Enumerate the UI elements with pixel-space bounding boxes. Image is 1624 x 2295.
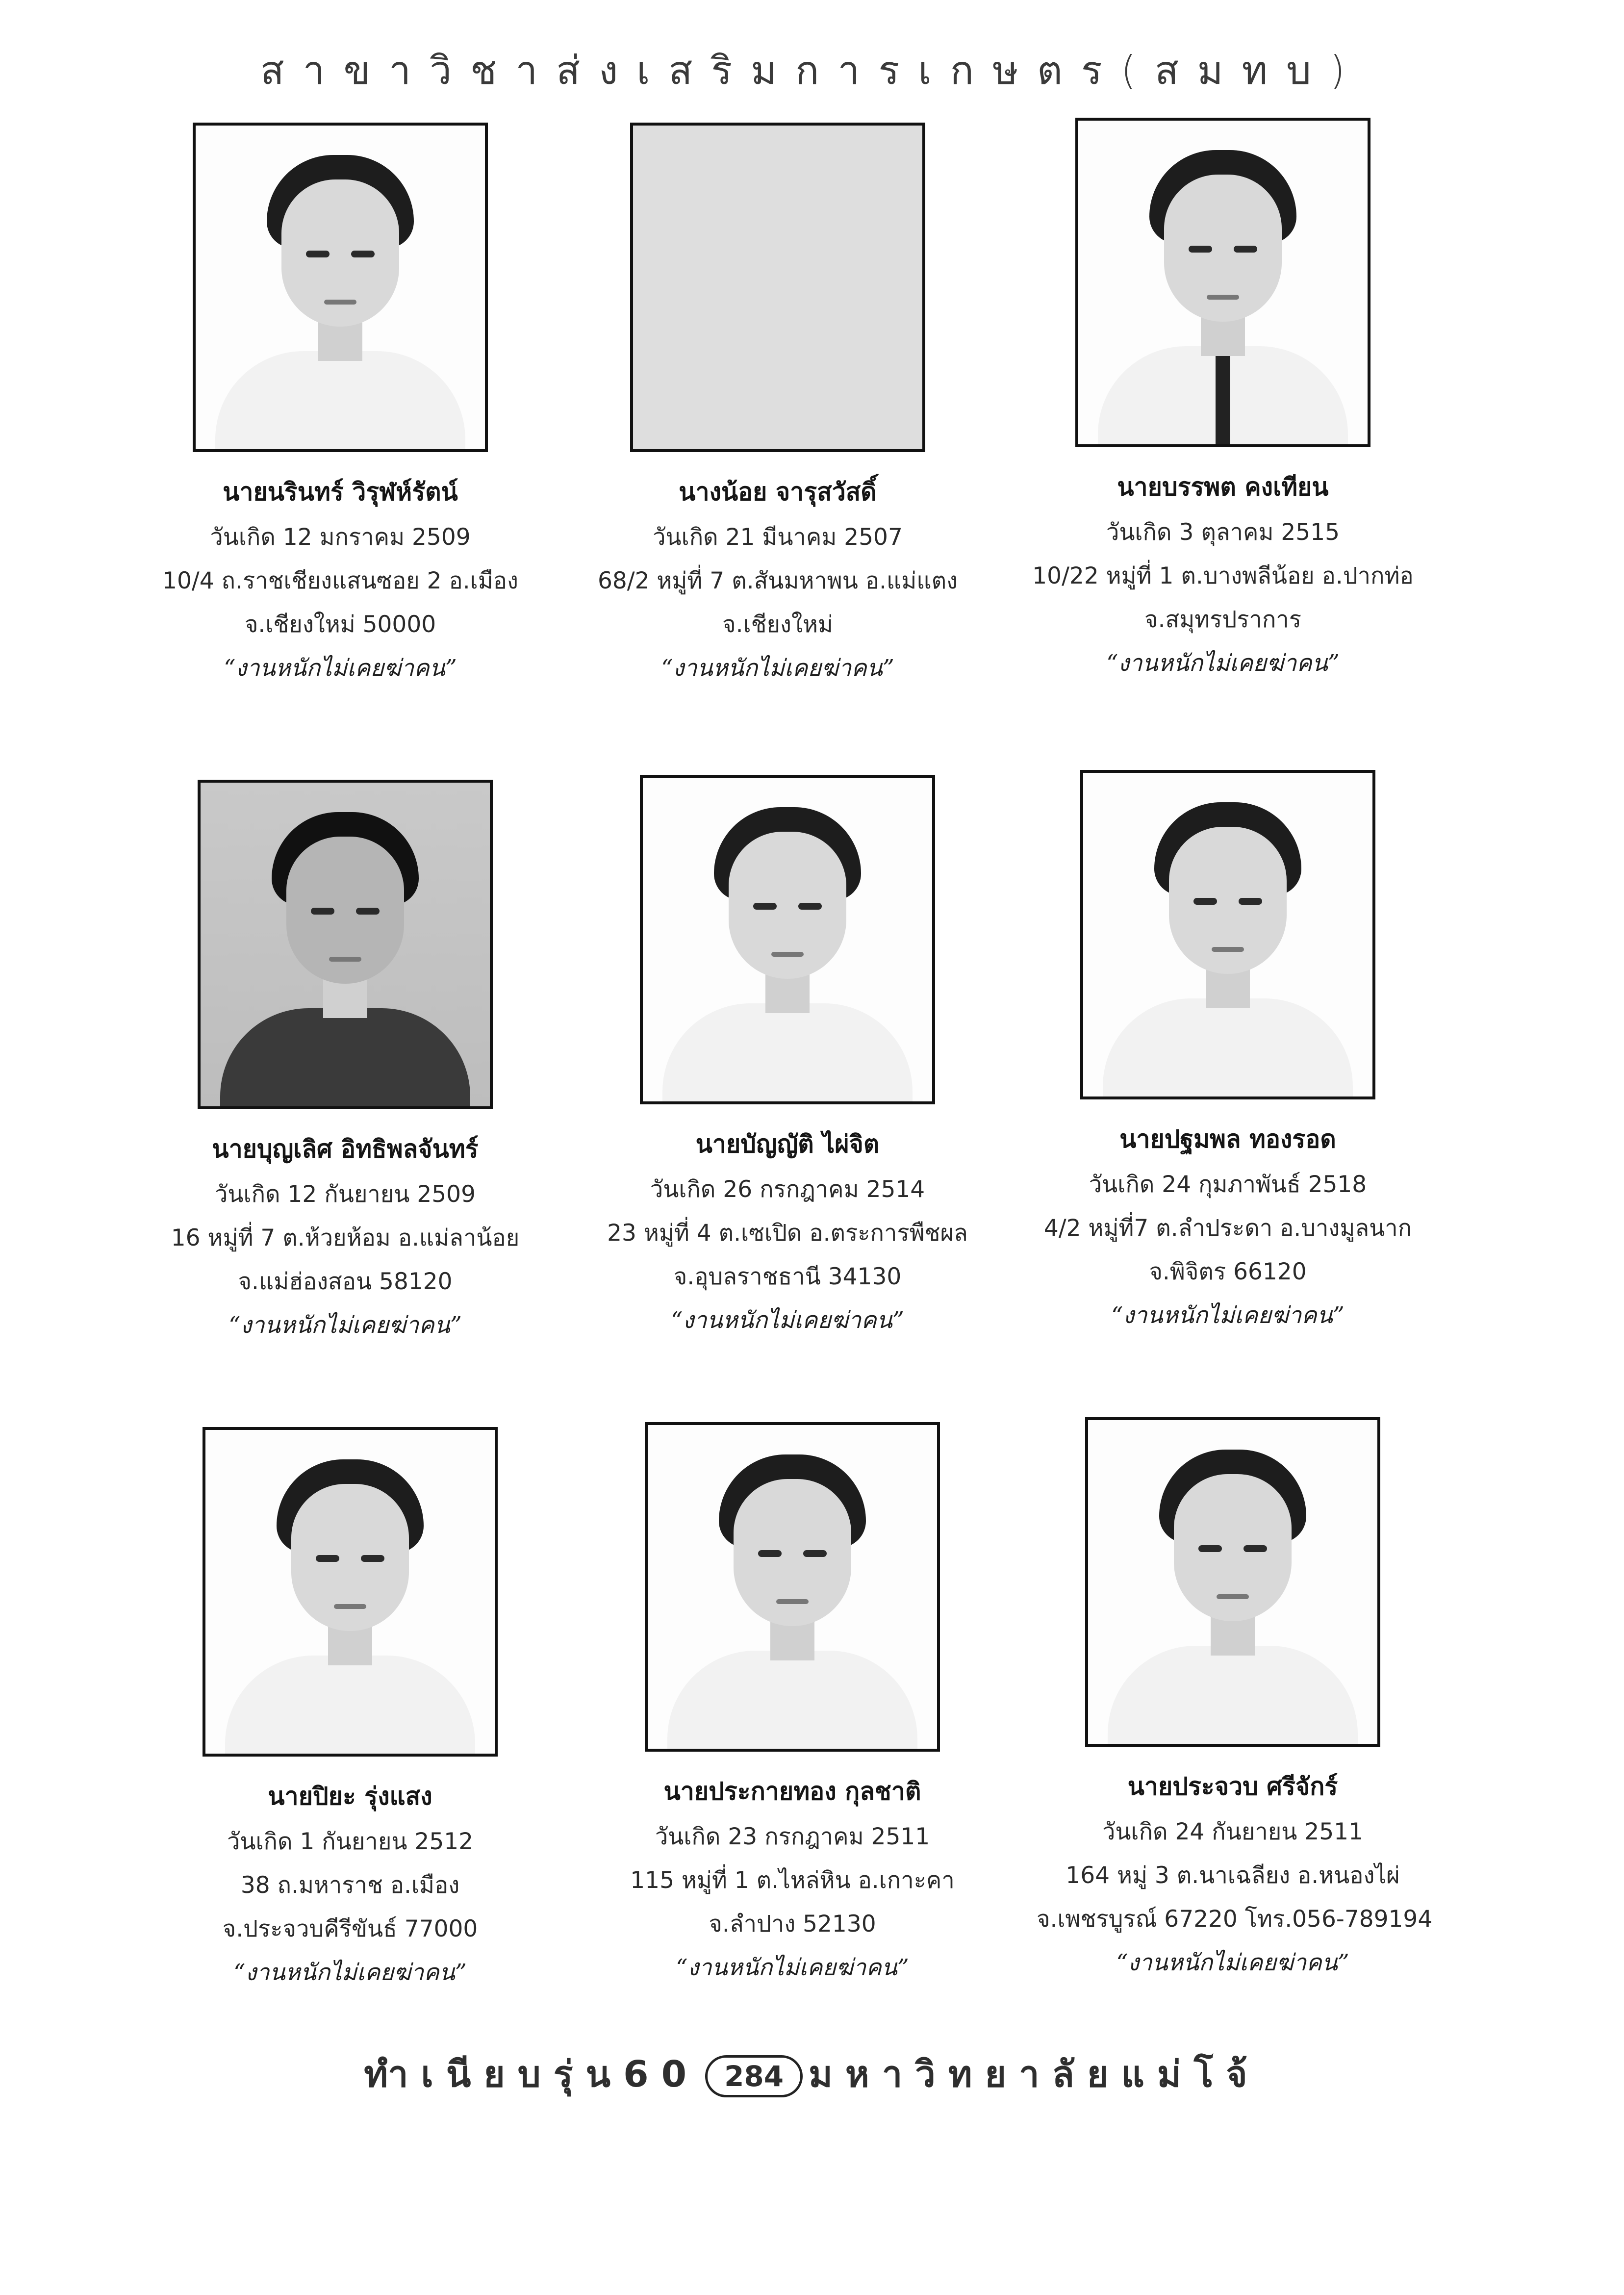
person-motto: “งานหนักไม่เคยฆ่าคน” xyxy=(671,1307,904,1334)
person-name: นางน้อย จารุสวัสดิ์ xyxy=(679,478,877,506)
person-province: จ.สมุทรปราการ xyxy=(1144,606,1301,633)
person-address: 10/22 หมู่ที่ 1 ต.บางพลีน้อย อ.ปากท่อ xyxy=(1032,562,1414,589)
person-birthdate: วันเกิด 24 กันยายน 2511 xyxy=(1102,1818,1363,1845)
person-name: นายประจวบ ศรีจักร์ xyxy=(1127,1772,1338,1801)
person-name: นายบัญญัติ ไผ่จิต xyxy=(695,1130,880,1158)
person-province: จ.แม่ฮ่องสอน 58120 xyxy=(238,1268,453,1295)
person-name: นายบุญเลิศ อิทธิพลจันทร์ xyxy=(212,1135,479,1163)
page-number: 284 xyxy=(705,2055,803,2097)
person-card xyxy=(1032,770,1424,1333)
person-province: จ.เพชรบูรณ์ 67220 โทร.056-789194 xyxy=(1037,1906,1433,1933)
person-card xyxy=(591,775,984,1338)
person-name: นายปฐมพล ทองรอด xyxy=(1119,1125,1336,1153)
person-card xyxy=(154,1427,546,1990)
person-motto: “งานหนักไม่เคยฆ่าคน” xyxy=(661,655,894,682)
person-name: นายประกายทอง กุลชาติ xyxy=(663,1777,921,1806)
person-address: 23 หมู่ที่ 4 ต.เซเปิด อ.ตระการพืชผล xyxy=(607,1220,968,1247)
person-motto: “งานหนักไม่เคยฆ่าคน” xyxy=(233,1959,467,1986)
page-footer xyxy=(0,2045,1624,2103)
footer-book-title: ทำเนียบรุ่น60 xyxy=(364,2053,700,2095)
person-birthdate: วันเกิด 24 กุมภาพันธ์ 2518 xyxy=(1089,1171,1367,1198)
person-card xyxy=(596,1422,989,1986)
person-photo xyxy=(645,1422,940,1752)
person-province: จ.ประจวบคีรีขันธ์ 77000 xyxy=(222,1915,478,1942)
person-motto: “งานหนักไม่เคยฆ่าคน” xyxy=(676,1954,909,1981)
footer-university: มหาวิทยาลัยแม่โจ้ xyxy=(809,2053,1260,2095)
person-motto: “งานหนักไม่เคยฆ่าคน” xyxy=(228,1312,462,1339)
person-card xyxy=(149,780,541,1343)
person-motto: “งานหนักไม่เคยฆ่าคน” xyxy=(1116,1949,1349,1976)
person-photo xyxy=(640,775,935,1104)
person-card xyxy=(1027,118,1419,681)
person-province: จ.เชียงใหม่ xyxy=(722,611,833,638)
person-motto: “งานหนักไม่เคยฆ่าคน” xyxy=(1106,650,1340,677)
person-card xyxy=(582,123,974,686)
person-province: จ.เชียงใหม่ 50000 xyxy=(244,611,436,638)
person-birthdate: วันเกิด 1 กันยายน 2512 xyxy=(227,1828,474,1855)
person-photo xyxy=(1085,1417,1380,1747)
person-photo xyxy=(193,123,488,452)
person-address: 10/4 ถ.ราชเชียงแสนซอย 2 อ.เมือง xyxy=(162,567,518,594)
person-birthdate: วันเกิด 21 มีนาคม 2507 xyxy=(653,524,903,551)
person-motto: “งานหนักไม่เคยฆ่าคน” xyxy=(1111,1302,1345,1329)
person-birthdate: วันเกิด 12 กันยายน 2509 xyxy=(215,1181,476,1208)
person-birthdate: วันเกิด 12 มกราคม 2509 xyxy=(210,524,471,551)
person-photo xyxy=(203,1427,498,1757)
person-card xyxy=(1037,1417,1433,1981)
person-birthdate: วันเกิด 3 ตุลาคม 2515 xyxy=(1106,519,1340,546)
page-title: สาขาวิชาส่งเสริมการเกษตร(สมทบ) xyxy=(260,48,1364,93)
person-address: 115 หมู่ที่ 1 ต.ไหล่หิน อ.เกาะคา xyxy=(630,1867,955,1894)
person-address: 16 หมู่ที่ 7 ต.ห้วยห้อม อ.แม่ลาน้อย xyxy=(171,1224,520,1251)
person-address: 164 หมู่ 3 ต.นาเฉลียง อ.หนองไผ่ xyxy=(1066,1862,1400,1889)
person-motto: “งานหนักไม่เคยฆ่าคน” xyxy=(224,655,457,682)
person-province: จ.อุบลราชธานี 34130 xyxy=(673,1263,902,1290)
person-card xyxy=(144,123,536,686)
person-address: 68/2 หมู่ที่ 7 ต.สันมหาพน อ.แม่แตง xyxy=(597,567,958,594)
person-photo xyxy=(198,780,493,1109)
person-name: นายบรรพต คงเทียน xyxy=(1117,473,1329,501)
person-address: 38 ถ.มหาราช อ.เมือง xyxy=(240,1872,460,1899)
person-photo xyxy=(1080,770,1375,1099)
person-province: จ.พิจิตร 66120 xyxy=(1149,1258,1307,1285)
person-address: 4/2 หมู่ที่7 ต.ลำประดา อ.บางมูลนาก xyxy=(1043,1215,1412,1242)
person-birthdate: วันเกิด 26 กรกฎาคม 2514 xyxy=(650,1176,925,1203)
person-photo xyxy=(1075,118,1370,447)
person-photo-placeholder xyxy=(630,123,925,452)
person-province: จ.ลำปาง 52130 xyxy=(709,1911,876,1938)
person-name: นายนรินทร์ วิรุฬห์รัตน์ xyxy=(223,478,458,506)
person-birthdate: วันเกิด 23 กรกฎาคม 2511 xyxy=(655,1823,930,1850)
person-name: นายปิยะ รุ่งแสง xyxy=(268,1782,432,1810)
